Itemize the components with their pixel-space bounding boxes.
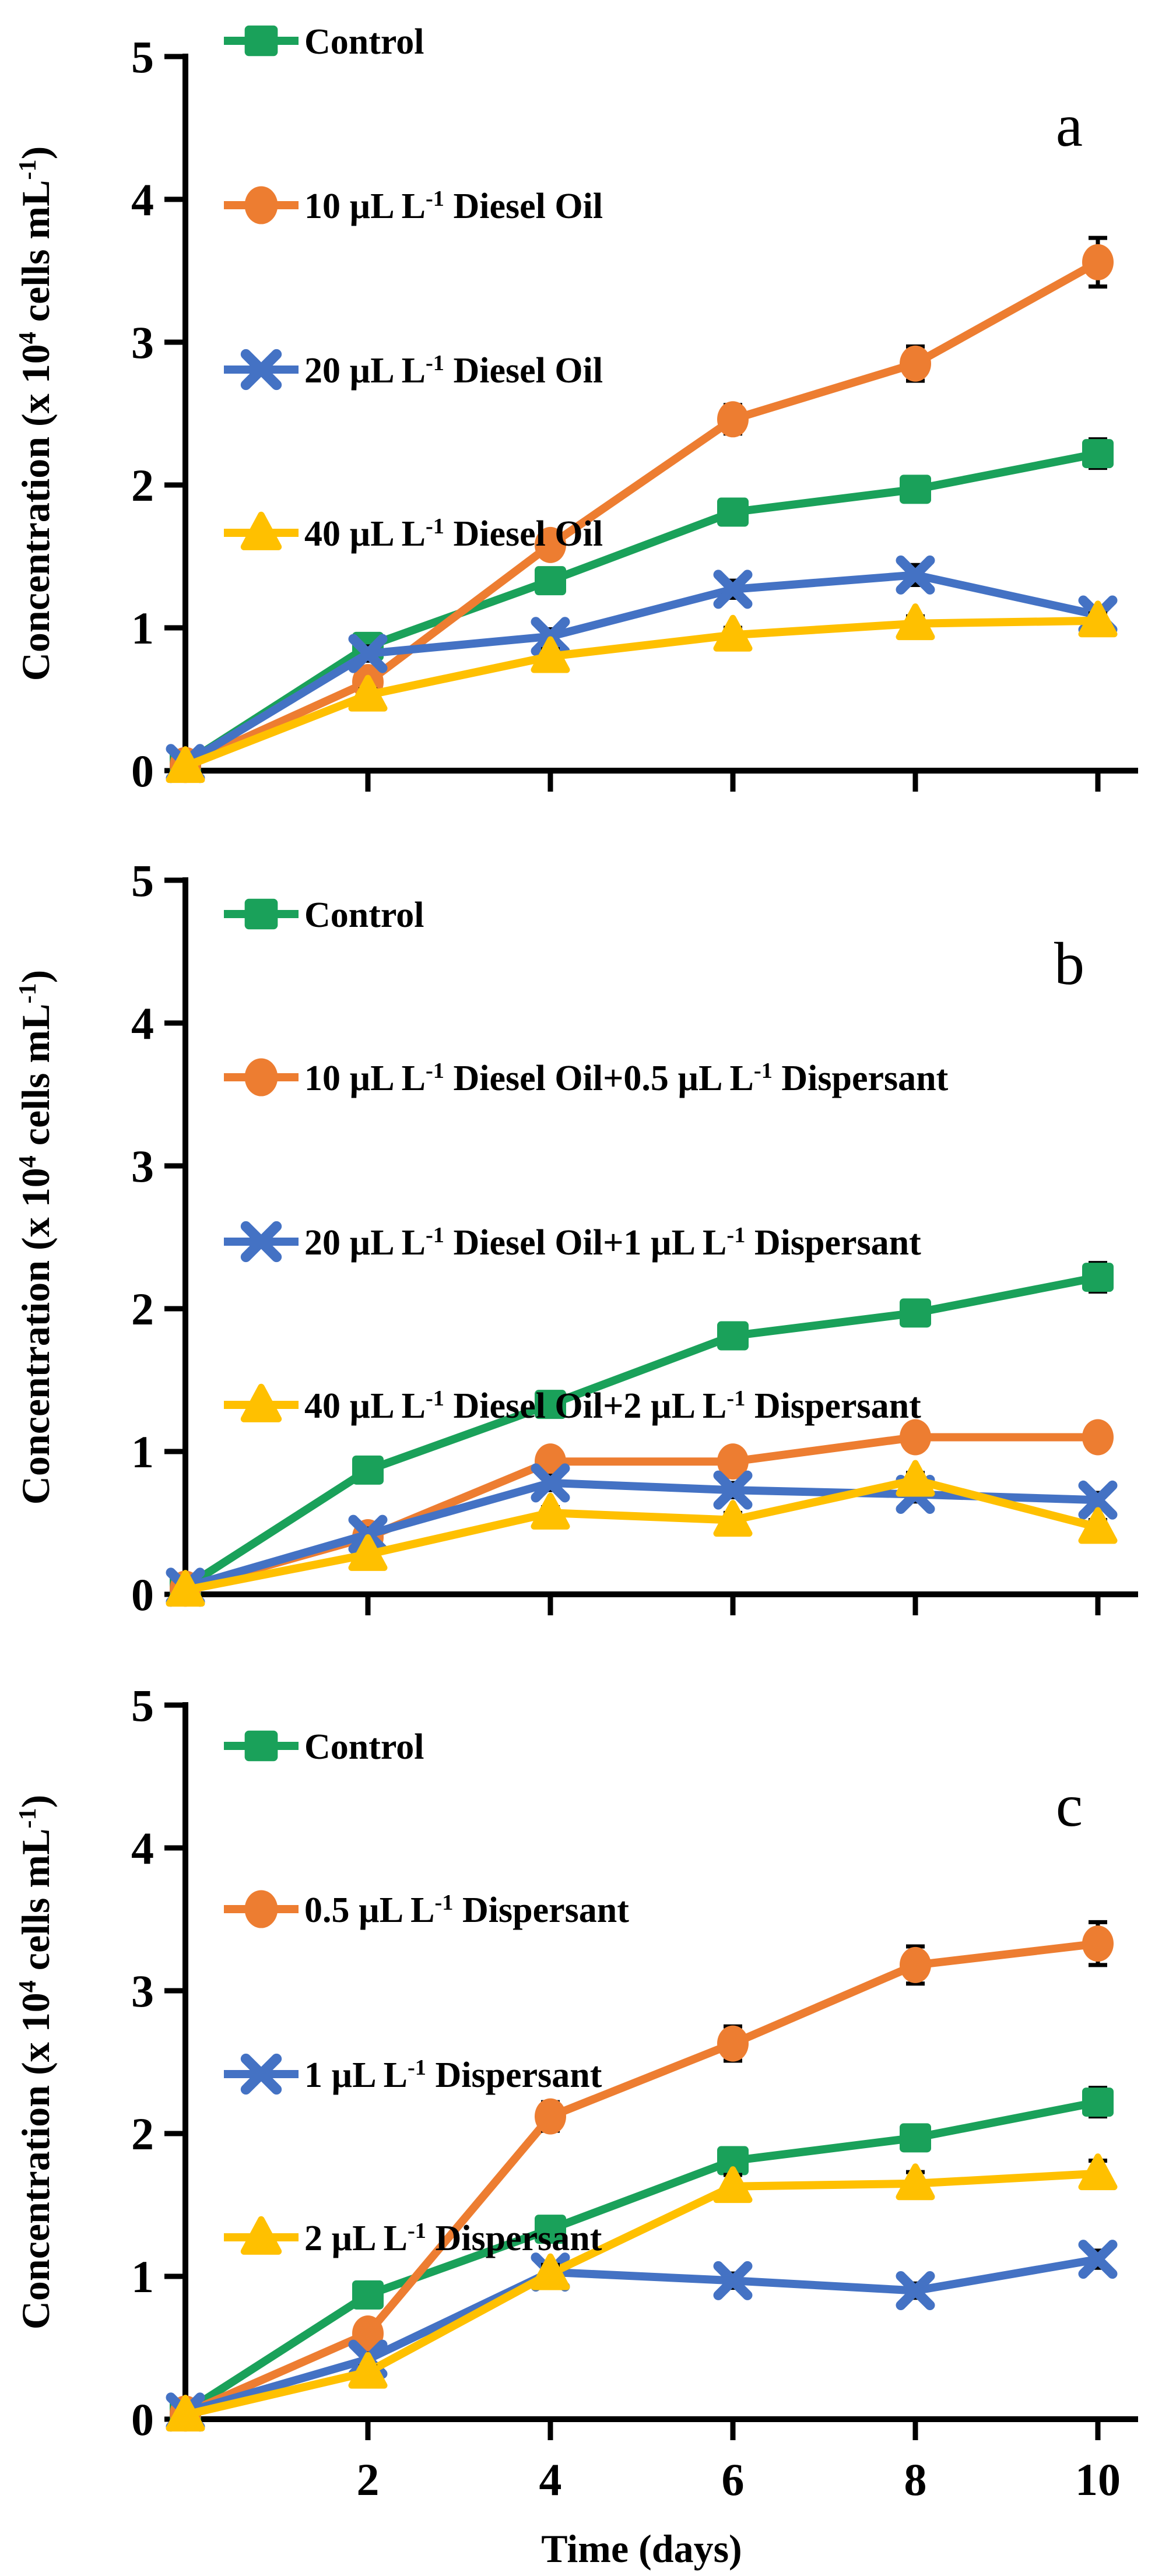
marker-square bbox=[535, 566, 566, 595]
legend-item bbox=[224, 895, 424, 935]
legend-item bbox=[224, 22, 424, 62]
y-tick-label: 2 bbox=[131, 460, 154, 511]
series-line bbox=[185, 621, 1098, 767]
marker-circle bbox=[717, 2026, 749, 2062]
legend-label: Control bbox=[304, 22, 424, 62]
marker-triangle bbox=[244, 515, 279, 547]
marker-circle bbox=[1082, 1925, 1114, 1962]
panel-a bbox=[13, 22, 1138, 796]
series-line bbox=[185, 575, 1098, 764]
y-tick-label: 3 bbox=[131, 317, 154, 368]
series-line bbox=[185, 2174, 1098, 2415]
marker-square bbox=[245, 1731, 278, 1762]
marker-square bbox=[900, 1298, 931, 1327]
y-tick-label: 0 bbox=[131, 746, 154, 796]
y-tick-label: 5 bbox=[131, 1680, 154, 1731]
y-tick-label: 3 bbox=[131, 1141, 154, 1192]
legend-label: Control bbox=[304, 1727, 424, 1767]
panel-label: b bbox=[1054, 930, 1084, 997]
legend-item bbox=[224, 1223, 921, 1263]
legend-item bbox=[224, 1058, 949, 1098]
legend-item bbox=[224, 1386, 921, 1426]
marker-circle bbox=[245, 1058, 278, 1096]
y-axis-title: Concentration (x $10^4$ cells $mL^{-1}$) bbox=[13, 1794, 58, 2330]
x-tick-label: 10 bbox=[1075, 2454, 1121, 2505]
legend-item bbox=[224, 514, 603, 554]
legend-item bbox=[224, 1890, 629, 1930]
marker-circle bbox=[535, 2099, 566, 2135]
legend-label: 1 µL $L^{-1}$ Dispersant bbox=[304, 2055, 602, 2095]
marker-square bbox=[352, 1456, 384, 1485]
marker-square bbox=[245, 26, 278, 57]
y-tick-label: 1 bbox=[131, 2251, 154, 2302]
marker-circle bbox=[717, 401, 749, 437]
marker-triangle bbox=[244, 2220, 279, 2252]
marker-square bbox=[352, 2280, 384, 2310]
series-2 bbox=[171, 1468, 1112, 1602]
y-axis-title: Concentration (x $10^4$ cells $mL^{-1}$) bbox=[13, 969, 58, 1505]
y-tick-label: 1 bbox=[131, 603, 154, 653]
legend-item bbox=[224, 1727, 424, 1767]
panel-b bbox=[13, 855, 1138, 1620]
series-line bbox=[185, 262, 1098, 765]
legend-label: 10 µL $L^{-1}$ Diesel Oil bbox=[304, 186, 603, 226]
y-axis-title: Concentration (x $10^4$ cells $mL^{-1}$) bbox=[13, 146, 58, 681]
marker-square bbox=[900, 475, 931, 504]
series-2 bbox=[171, 560, 1112, 778]
x-tick-label: 2 bbox=[356, 2454, 380, 2505]
legend-item bbox=[224, 351, 603, 391]
marker-triangle bbox=[1082, 2157, 1114, 2187]
marker-square bbox=[717, 1322, 749, 1351]
marker-circle bbox=[245, 186, 278, 224]
y-tick-label: 4 bbox=[131, 998, 154, 1049]
legend-item bbox=[224, 186, 603, 226]
series-control bbox=[170, 439, 1114, 778]
series-line bbox=[185, 1277, 1098, 1587]
legend-label: Control bbox=[304, 895, 424, 935]
legend-label: 20 µL $L^{-1}$ Diesel Oil bbox=[304, 350, 603, 391]
marker-circle bbox=[1082, 244, 1114, 280]
series-2 bbox=[171, 2245, 1112, 2427]
panel-c bbox=[13, 1680, 1138, 2571]
marker-triangle bbox=[244, 1387, 279, 1419]
marker-square bbox=[1082, 2087, 1114, 2117]
x-axis-title: Time (days) bbox=[541, 2526, 742, 2571]
y-tick-label: 2 bbox=[131, 1284, 154, 1334]
legend-label: 40 µL $L^{-1}$ Diesel Oil bbox=[304, 514, 603, 554]
marker-square bbox=[717, 498, 749, 527]
marker-triangle bbox=[899, 1463, 932, 1493]
marker-square bbox=[1082, 439, 1114, 468]
y-tick-label: 4 bbox=[131, 1823, 154, 1874]
marker-circle bbox=[1082, 1419, 1114, 1456]
y-tick-label: 2 bbox=[131, 2108, 154, 2159]
series-line bbox=[185, 2259, 1098, 2412]
marker-square bbox=[900, 2123, 931, 2152]
x-tick-label: 8 bbox=[904, 2454, 927, 2505]
y-tick-label: 3 bbox=[131, 1966, 154, 2016]
marker-square bbox=[245, 899, 278, 930]
legend-item bbox=[224, 2055, 602, 2095]
marker-triangle bbox=[899, 607, 932, 637]
series-1 bbox=[170, 238, 1114, 783]
y-tick-label: 4 bbox=[131, 174, 154, 225]
legend-label: 2 µL $L^{-1}$ Dispersant bbox=[304, 2218, 602, 2258]
legend-label: 10 µL $L^{-1}$ Diesel Oil+0.5 µL $L^{-1}$ Dispersant bbox=[304, 1058, 949, 1098]
y-tick-label: 1 bbox=[131, 1426, 154, 1477]
x-tick-label: 4 bbox=[539, 2454, 562, 2505]
marker-circle bbox=[900, 346, 931, 382]
marker-circle bbox=[900, 1947, 931, 1983]
axes bbox=[185, 54, 1138, 771]
y-tick-label: 5 bbox=[131, 855, 154, 906]
legend-label: 0.5 µL $L^{-1}$ Dispersant bbox=[304, 1890, 629, 1930]
legend-label: 20 µL $L^{-1}$ Diesel Oil+1 µL $L^{-1}$ Dispersant bbox=[304, 1222, 921, 1263]
y-tick-label: 0 bbox=[131, 2394, 154, 2445]
y-tick-label: 5 bbox=[131, 31, 154, 82]
marker-triangle bbox=[899, 2167, 932, 2197]
panel-label: a bbox=[1055, 92, 1083, 159]
marker-square bbox=[1082, 1263, 1114, 1292]
legend-label: 40 µL $L^{-1}$ Diesel Oil+2 µL $L^{-1}$ Dispersant bbox=[304, 1386, 921, 1426]
x-tick-label: 6 bbox=[721, 2454, 745, 2505]
marker-circle bbox=[245, 1890, 278, 1928]
panel-label: c bbox=[1055, 1772, 1083, 1839]
marker-triangle bbox=[717, 618, 749, 648]
legend-item bbox=[224, 2219, 602, 2258]
y-tick-label: 0 bbox=[131, 1569, 154, 1620]
